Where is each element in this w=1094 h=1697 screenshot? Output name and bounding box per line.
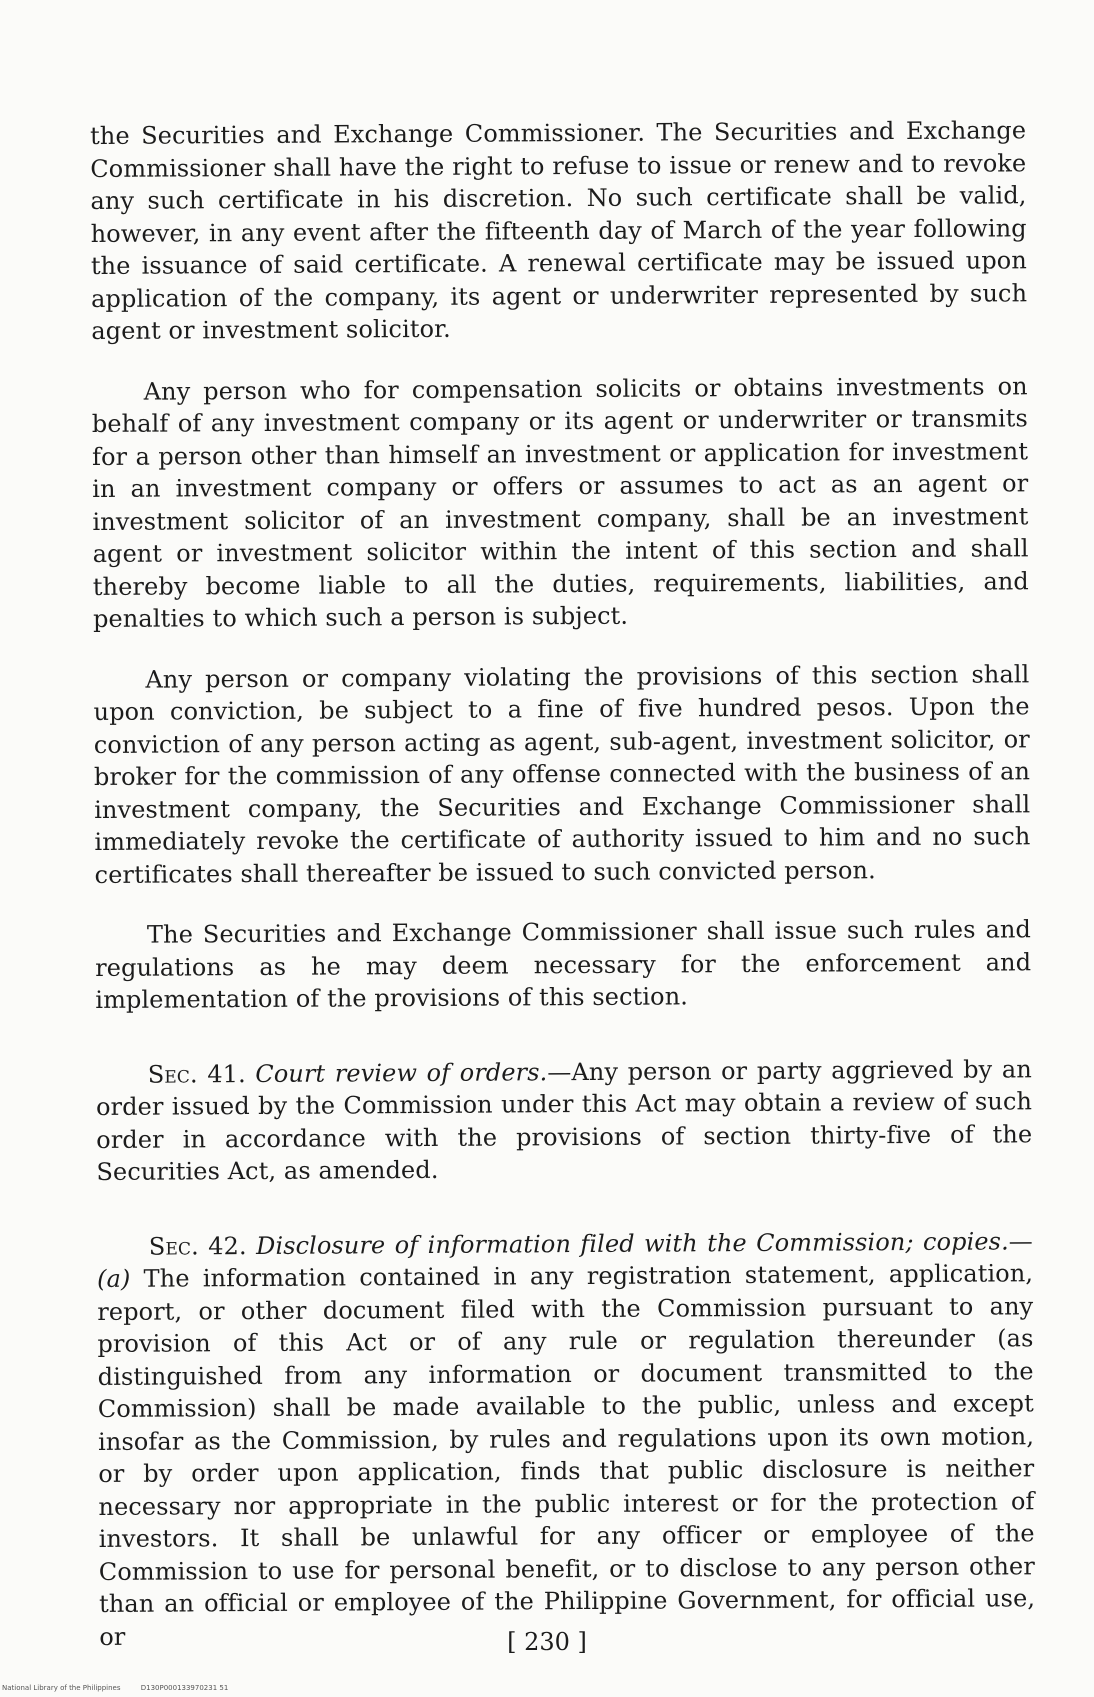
section-42-label: Sec. 42.	[148, 1231, 247, 1261]
page-body	[90, 114, 1036, 1681]
section-41-text: —Any person or party aggrieved by an order issued by the Commission under this Act may obtain a review of such order in accordance with the provisions of section thirty-five of the Securities Act, as amended.	[95, 1054, 1033, 1186]
footer-code: D130P000133970231 51	[140, 1684, 229, 1692]
page-number: [ 230 ]	[507, 1628, 587, 1656]
section-42-text: The information contained in any registration statement, application, report, or other document filed with the Commission pursuant to any provision of this Act or of any rule or regulation thereunder (as distinguished from any information or document transmitted to the Commission) shall be made available to the public, unless and except insofar as the Commission, by rules and regulations upon its own motion, or by order upon application, finds that public disclosure is neither necessary nor appropriate in the public interest or for the protection of investors. It shall be unlawful for any officer or employee of the Commission to use for personal benefit, or to disclose to any person other than an official or employee of the Philippine Government, for official use, or	[97, 1259, 1036, 1651]
section-42-title: Disclosure of information filed with the Commission; copies.	[255, 1226, 1009, 1260]
section-42-dash: —	[1008, 1226, 1033, 1255]
footer-library: National Library of the Philippines	[2, 1684, 121, 1692]
section-41-title: Court review of orders.	[255, 1057, 548, 1088]
section-42	[97, 1225, 1036, 1653]
paragraph-rules: The Securities and Exchange Commissioner shall issue such rules and regulations as he may deem necessary for the enforcement and implementation of the provisions of this section.	[95, 915, 1032, 1014]
section-42-subsection: (a)	[96, 1264, 131, 1293]
section-41-label: Sec. 41.	[147, 1059, 246, 1089]
paragraph-certificate-renewal: the Securities and Exchange Commissioner. The Securities and Exchange Commissioner shall have the right to refuse to issue or renew and to revoke any such certificate in his discretion. No such certificate shall be valid, however, in any event after the fifteenth day of March of the year following the issuance of said certificate. A renewal certificate may be issued upon application of the company, its agent or underwriter represented by such agent or investment solicitor.	[90, 116, 1028, 345]
section-41	[96, 1053, 1033, 1189]
scan-footer	[2, 1684, 246, 1692]
paragraph-investment-agent: Any person who for compensation solicits or obtains investments on behalf of any investment company or its agent or underwriter or transmits for a person other than himself an investment or application for investment in an investment company or offers or assumes to act as an agent or investment solicitor of an investment company, shall be an investment agent or investment solicitor within the intent of this section and shall thereby become liable to all the duties, requirements, liabilities, and penalties to which such a person is subject.	[91, 371, 1029, 633]
paragraph-penalties: Any person or company violating the provisions of this section shall upon conviction, be subject to a fine of five hundred pesos. Upon the conviction of any person acting as agent, sub-agent, investment solicitor, or broker for the commission of any offense connected with the business of an investment company, the Securities and Exchange Commissioner shall immediately revoke the certificate of authority issued to him and no such certificates shall thereafter be issued to such convicted person.	[93, 659, 1031, 889]
